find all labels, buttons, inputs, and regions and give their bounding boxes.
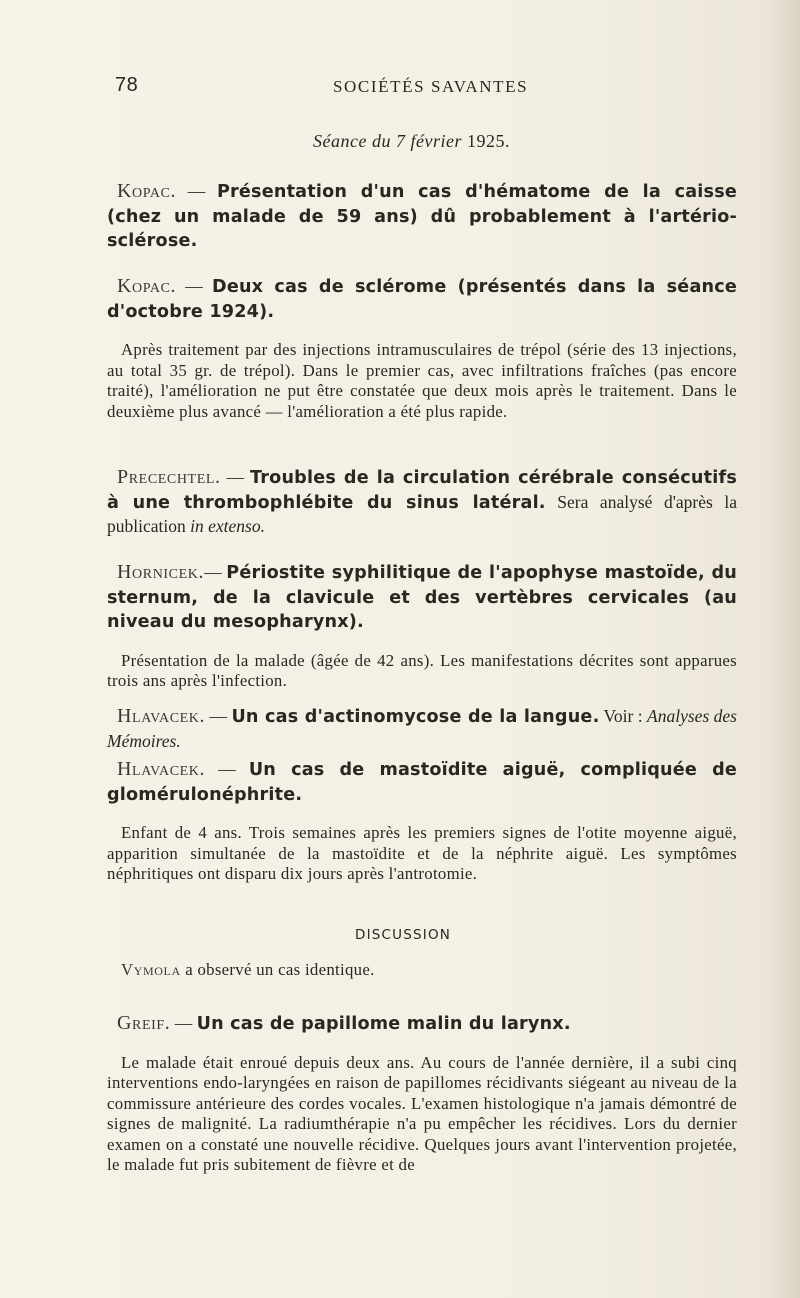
separator: — xyxy=(204,562,227,582)
author-name: Precechtel. xyxy=(117,466,221,488)
page-number: 78 xyxy=(115,74,139,96)
discussion-author: Vymola xyxy=(121,960,181,979)
communication-title: Troubles de la circulation cérébrale consécutifs à une thrombophlébite du sinus latéral. xyxy=(107,468,738,513)
discussion-paragraph xyxy=(107,960,737,981)
discussion-heading: DISCUSSION xyxy=(355,927,452,943)
separator: — xyxy=(170,1013,197,1033)
author-name: Hlavacek. xyxy=(117,758,206,780)
entry-greif xyxy=(107,1012,737,1176)
separator: — xyxy=(220,467,251,487)
communication-title: Périostite syphilitique de l'apophyse mastoïde, du sternum, de la clavicule et des vertèbres cervicales (au niveau du mesopharynx). xyxy=(107,563,737,632)
separator: — xyxy=(205,706,232,726)
entry-body: Le malade était enroué depuis deux ans. Au cours de l'année dernière, il a subi cinq interventions endo-laryngées en raison de papillomes récidivants siégeant au niveau de la commissure antérieure des cordes vocales. L'examen histologique n'a jamais démontré de signes de malignité. La radiumthérapie n'a pu empêcher les récidives. Lors du dernier examen on a constaté une nouvelle récidive. Quelques jours avant l'intervention projetée, le malade fut pris subitement de fièvre et de xyxy=(107,1052,737,1175)
entry-tail-italic: in extenso. xyxy=(190,516,265,536)
communication-title: Un cas de papillome malin du larynx. xyxy=(196,1014,571,1034)
entry-body: Enfant de 4 ans. Trois semaines après les premiers signes de l'otite moyenne aiguë, apparition simultanée de la mastoïdite et de la néphrite aiguë. Les symptômes néphritiques ont disparu dix jours après l'antrotomie. xyxy=(107,823,737,884)
discussion-text: a observé un cas identique. xyxy=(180,960,375,979)
communication-title: Deux cas de sclérome (présentés dans la séance d'octobre 1924). xyxy=(107,277,737,322)
author-name: Hlavacek. xyxy=(117,705,206,727)
communication-title: Un cas de mastoïdite aiguë, compliquée de glomérulonéphrite. xyxy=(107,760,738,805)
entry-body: Après traitement par des injections intramusculaires de trépol (série des 13 injections, au total 35 gr. de trépol). Dans le premier cas, avec infiltrations fraîches (pas encore traité), l'amélioration ne put être constatée que deux mois après le traitement. Dans le deuxième plus avancé — l'amélioration a été plus rapide. xyxy=(107,340,737,421)
entry-tail: Voir : xyxy=(599,706,648,726)
entry-title-paragraph xyxy=(107,1012,737,1037)
discussion-remark xyxy=(107,960,737,981)
page-header xyxy=(115,74,675,102)
entry-title-paragraph xyxy=(107,705,737,753)
entry-title-paragraph xyxy=(107,466,737,539)
separator: — xyxy=(205,759,249,779)
entry-title-paragraph xyxy=(107,275,737,324)
author-name: Greif. xyxy=(117,1012,171,1034)
entry-body: Présentation de la malade (âgée de 42 ans). Les manifestations décrites sont apparues trois ans après l'infection. xyxy=(107,650,737,691)
author-name: Kopac. xyxy=(117,275,177,297)
separator: — xyxy=(176,276,213,296)
entry-hlavacek-actinomycose xyxy=(107,705,737,753)
author-name: Kopac. xyxy=(117,180,177,202)
entry-kopac-hematome xyxy=(107,180,737,254)
entry-tail: Sera analysé d'après la publication xyxy=(107,491,737,536)
communication-title: Présentation d'un cas d'hématome de la caisse (chez un malade de 59 ans) dû probablement à l'artério-sclérose. xyxy=(107,182,738,251)
session-date xyxy=(313,131,510,152)
entry-title-paragraph xyxy=(107,758,737,807)
session-date-text: Séance du 7 février xyxy=(313,131,462,151)
entry-tail-italic: Analyses des Mémoires. xyxy=(107,706,737,751)
entry-hlavacek-mastoidite xyxy=(107,758,737,885)
author-name: Hornicek. xyxy=(117,561,205,583)
entry-title-paragraph xyxy=(107,561,737,635)
separator: — xyxy=(176,181,217,201)
communication-title: Un cas d'actinomycose de la langue. xyxy=(231,707,600,727)
entry-kopac-sclerome xyxy=(107,275,737,422)
session-year: 1925. xyxy=(466,131,510,151)
entry-hornicek xyxy=(107,561,737,692)
running-head: SOCIÉTÉS SAVANTES xyxy=(333,77,529,96)
entry-precechtel xyxy=(107,466,737,539)
entry-title-paragraph xyxy=(107,180,737,254)
